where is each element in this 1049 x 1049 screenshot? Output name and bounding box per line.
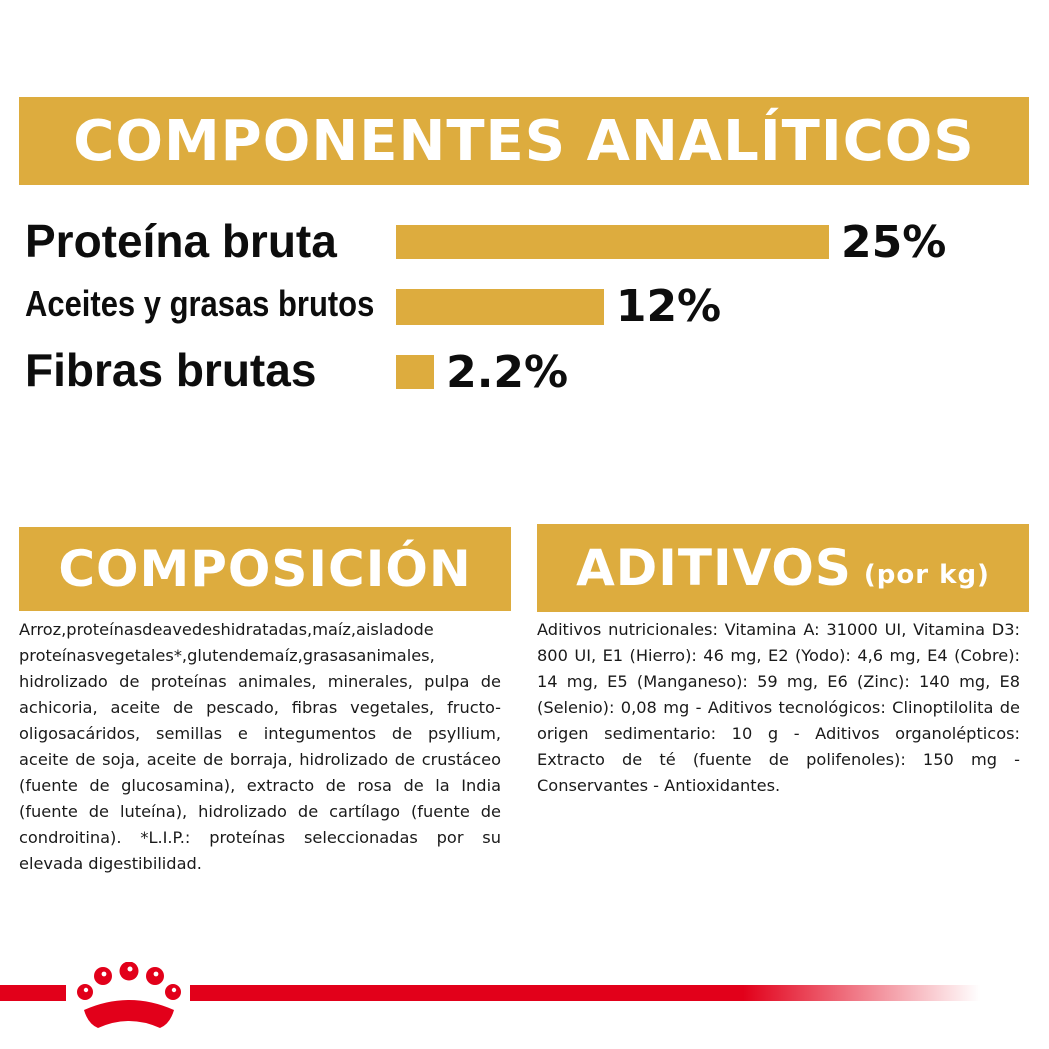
label-aceites-grasas: Aceites y grasas brutos — [25, 283, 375, 324]
bar-1 — [396, 225, 829, 259]
composition-title: COMPOSICIÓN — [58, 540, 472, 598]
composition-text: Arroz,proteínasdeavedeshidratadas,maíz,aisladode proteínasvegetales*,glutendemaíz,grasasanimales, hidrolizado de proteínas animales, minerales, pulpa de achicoria, aceite de pescado, fibras vegetales, fructo-oligosacáridos, semillas e integumentos de psyllium, aceite de soja, aceite de borraja, hidrolizado de crustáceo (fuente de glucosamina), extracto de rosa de la India (fuente de luteína), hidrolizado de cartílago (fuente de condroitina). *L.I.P.: proteínas seleccionadas por su elevada digestibilidad. — [19, 620, 501, 873]
composition-banner — [19, 527, 511, 611]
bar-2 — [396, 289, 604, 325]
additives-text: Aditivos nutricionales: Vitamina A: 31000 UI, Vitamina D3: 800 UI, E1 (Hierro): 46 mg, E2 (Yodo): 4,6 mg, E4 (Cobre): 14 mg, E5 (Manganeso): 59 mg, E6 (Zinc): 140 mg, E8 (Selenio): 0,08 mg - Aditivos tecnológicos: Clinoptilolita de origen sedimentario: 10 g - Aditivos organolépticos: Extracto de té (fuente de polifenoles): 150 mg - Conservantes - Antioxidantes. — [537, 620, 1020, 795]
analytics-title: COMPONENTES ANALÍTICOS — [73, 108, 975, 174]
footer-line-right — [190, 985, 980, 1001]
royal-canin-crown-icon — [70, 962, 188, 1034]
label-fibras-brutas: Fibras brutas — [25, 344, 317, 396]
additives-banner — [537, 524, 1029, 612]
additives-title: ADITIVOS — [576, 539, 852, 597]
bar-value-label-2: 12% — [615, 281, 722, 332]
bar-3 — [396, 355, 434, 389]
analytics-banner — [19, 97, 1029, 185]
label-proteina-bruta: Proteína bruta — [25, 215, 337, 267]
bar-value-label-3: 2.2% — [446, 347, 569, 398]
additives-unit: (por kg) — [863, 560, 990, 590]
footer-line-left — [0, 985, 66, 1001]
bar-value-label-1: 25% — [841, 217, 947, 268]
